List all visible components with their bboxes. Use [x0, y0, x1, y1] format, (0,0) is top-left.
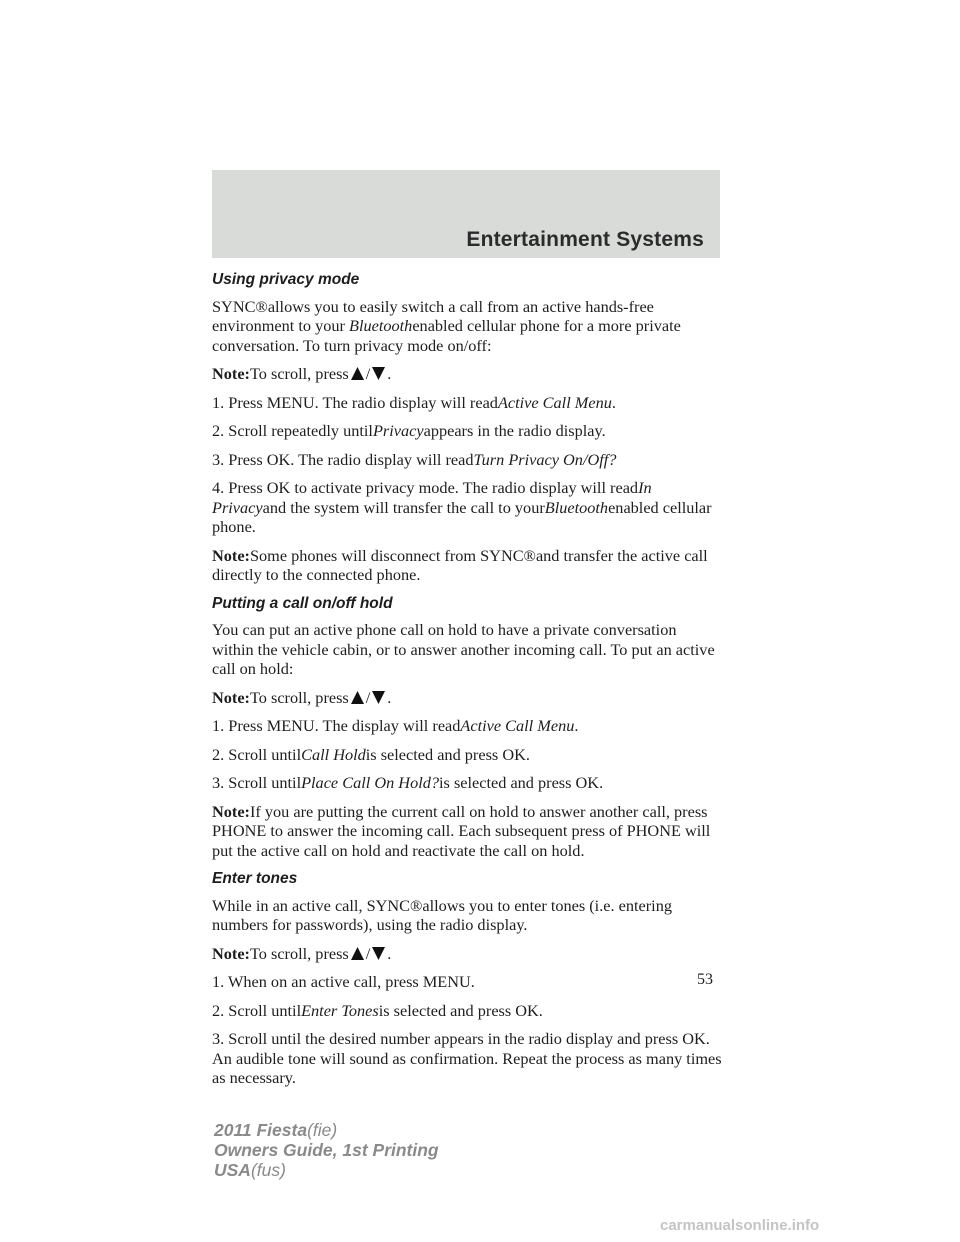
privacy-step-1: 1. Press MENU. The radio display will readActive Call Menu. [212, 392, 616, 412]
section-title: Entertainment Systems [466, 228, 704, 251]
hold-step-2: 2. Scroll untilCall Holdis selected and press OK. [212, 744, 530, 764]
up-arrow-icon [351, 947, 364, 960]
heading-call-hold: Putting a call on/off hold [212, 594, 393, 612]
hold-step-1: 1. Press MENU. The display will readActive Call Menu. [212, 716, 579, 735]
privacy-step-2: 2. Scroll repeatedly untilPrivacyappears in the radio display. [212, 421, 606, 440]
privacy-step-3: 3. Press OK. The radio display will readTurn Privacy On/Off? [212, 449, 617, 469]
privacy-step-4: 4. Press OK to activate privacy mode. The radio display will readIn Privacyand the system will transfer the call to yourBluetoothenabled cellular phone. [212, 478, 712, 536]
footer-line-3: USA(fus) [214, 1160, 286, 1180]
tones-note: Note:To scroll, press / . [212, 943, 392, 963]
privacy-intro: SYNC®allows you to easily switch a call from an active hands-free environment to your Bluetoothenabled cellular phone for a more private conversation. To turn privacy mode on/off: [212, 296, 681, 355]
tones-step-1: 1. When on an active call, press MENU. [212, 972, 475, 991]
privacy-note-2: Note:Some phones will disconnect from SYNC®and transfer the active call directly to the connected phone. [212, 545, 708, 584]
heading-enter-tones: Enter tones [212, 870, 298, 887]
down-arrow-icon [372, 947, 385, 960]
heading-privacy-mode: Using privacy mode [212, 271, 360, 288]
tones-intro: While in an active call, SYNC®allows you to enter tones (i.e. entering numbers for passwords), using the radio display. [212, 895, 672, 934]
up-arrow-icon [351, 367, 364, 380]
hold-intro: You can put an active phone call on hold to have a private conversation within the vehicle cabin, or to answer another incoming call. To put an active call on hold: [212, 620, 715, 678]
up-arrow-icon [351, 691, 364, 704]
tones-step-2: 2. Scroll untilEnter Tonesis selected and press OK. [212, 1000, 543, 1020]
footer-line-2: Owners Guide, 1st Printing [214, 1140, 439, 1160]
privacy-note: Note:To scroll, press / . [212, 364, 392, 383]
page-number: 53 [697, 971, 713, 988]
tones-step-3: 3. Scroll until the desired number appears in the radio display and press OK. An audible tone will sound as confirmation. Repeat the process as many times as necessary. [212, 1029, 722, 1087]
section-header-band [212, 170, 720, 258]
hold-step-3: 3. Scroll untilPlace Call On Hold?is selected and press OK. [212, 773, 604, 792]
watermark: carmanualsonline.info [660, 1217, 820, 1234]
hold-note: Note:To scroll, press / . [212, 687, 392, 707]
hold-note-2: Note:If you are putting the current call on hold to answer another call, press PHONE to answer the incoming call. Each subsequent press of PHONE will put the active call on hold and reactivate the call on hold. [212, 801, 711, 860]
footer-line-1: 2011 Fiesta(fie) [214, 1120, 338, 1140]
page-content [212, 270, 722, 1097]
footer-edition-info [214, 1120, 439, 1180]
down-arrow-icon [372, 691, 385, 704]
down-arrow-icon [372, 367, 385, 380]
